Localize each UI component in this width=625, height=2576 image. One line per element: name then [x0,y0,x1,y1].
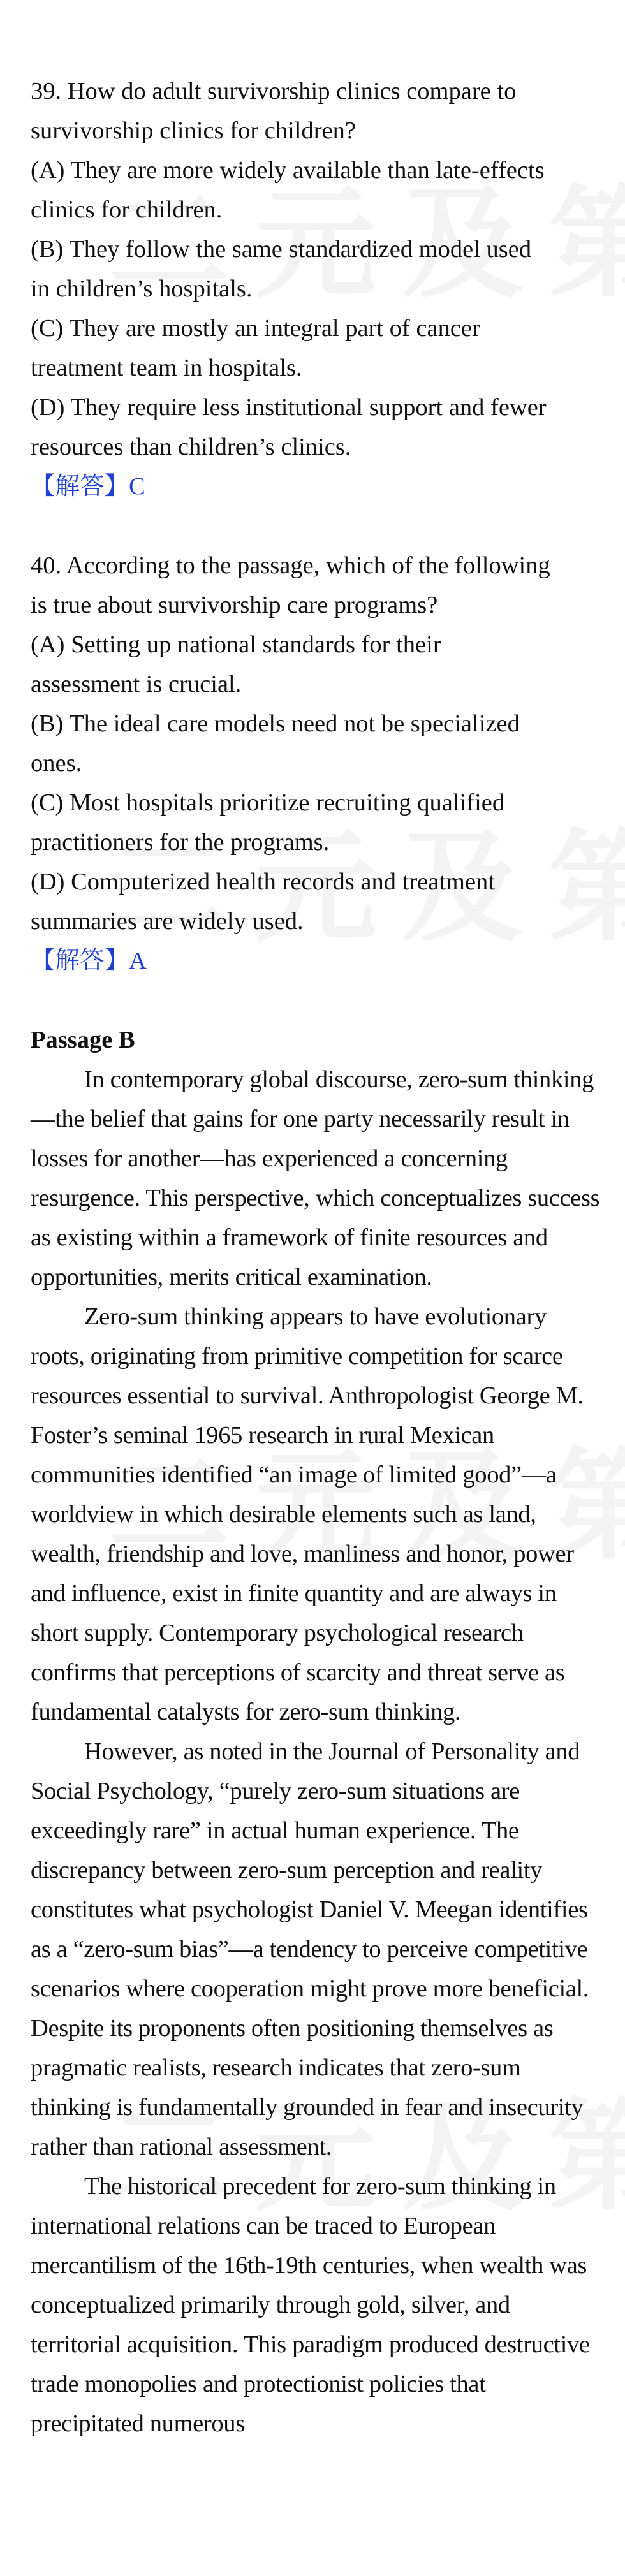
option-a: clinics for children. [31,196,223,223]
option-b: in children’s hospitals. [31,275,253,302]
option-b: (B) The ideal care models need not be specialized [31,710,520,737]
option-c: treatment team in hospitals. [31,355,302,381]
option-b: ones. [31,750,82,777]
passage-title: Passage B [31,1027,135,1053]
question-stem: is true about survivorship care programs? [31,592,438,618]
passage-b [31,1020,605,2443]
option-d: summaries are widely used. [31,908,304,935]
option-a: assessment is crucial. [31,671,242,698]
passage-paragraph: In contemporary global discourse, zero-sum thinking—the belief that gains for one party necessarily result in losses for another—has experienced a concerning resurgence. This perspective, which conceptualizes success as existing within a framework of finite resources and opportunities, merits critical examination. [31,1066,600,1291]
question-40 [31,546,605,981]
question-stem: 39. How do adult survivorship clinics compare to [31,78,517,105]
option-d: resources than children’s clinics. [31,434,351,460]
document-content [31,71,605,2443]
option-d: (D) Computerized health records and treatment [31,868,496,895]
passage-paragraph: Zero-sum thinking appears to have evolutionary roots, originating from primitive competition for scarce resources essential to survival. Anthropologist George M. Foster’s seminal 1965 research in rural Mexican communities identified “an image of limited good”—a worldview in which desirable elements such as land, wealth, friendship and love, manliness and honor, power and influence, exist in finite quantity and are always in short supply. Contemporary psychological research confirms that perceptions of scarcity and threat serve as fundamental catalysts for zero-sum thinking. [31,1303,584,1725]
option-c: practitioners for the programs. [31,829,330,856]
option-c: (C) They are mostly an integral part of cancer [31,315,480,342]
option-a: (A) They are more widely available than late-effects [31,157,545,184]
passage-paragraph: The historical precedent for zero-sum thinking in international relations can be traced to European mercantilism of the 16th-19th centuries, when wealth was conceptualized primarily through gold, silver, and territorial acquisition. This paradigm produced destructive trade monopolies and protectionist policies that precipitated numerous [31,2173,590,2437]
question-39 [31,71,605,506]
passage-paragraph: However, as noted in the Journal of Personality and Social Psychology, “purely zero-sum situations are exceedingly rare” in actual human experience. The discrepancy between zero-sum perception and reality constitutes what psychologist Daniel V. Meegan identifies as a “zero-sum bias”—a tendency to perceive competitive scenarios where cooperation might prove more beneficial. Despite its proponents often positioning themselves as pragmatic realists, research indicates that zero-sum thinking is fundamentally grounded in fear and insecurity rather than rational assessment. [31,1738,589,2160]
question-stem: survivorship clinics for children? [31,117,356,144]
option-b: (B) They follow the same standardized model used [31,236,532,263]
question-stem: 40. According to the passage, which of the following [31,552,550,579]
option-a: (A) Setting up national standards for their [31,631,441,658]
option-d: (D) They require less institutional support and fewer [31,394,547,421]
answer-label: 【解答】A [31,948,147,974]
option-c: (C) Most hospitals prioritize recruiting qualified [31,789,505,816]
answer-label: 【解答】C [31,473,145,500]
